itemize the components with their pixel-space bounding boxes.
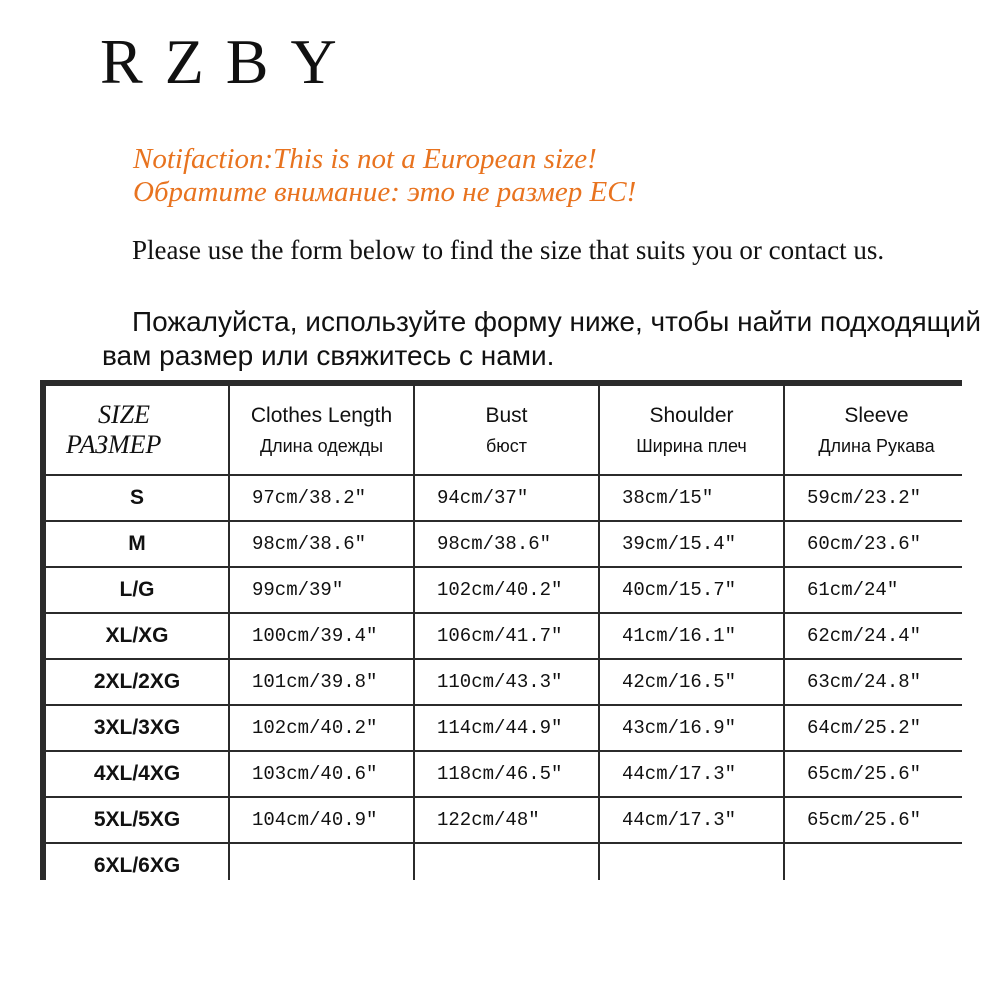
size-header-english: SIZE <box>98 400 150 429</box>
measurement-cell: 43cm/16.9" <box>600 706 783 750</box>
measurement-cell: 103cm/40.6" <box>230 752 413 796</box>
measurement-cell <box>600 844 783 888</box>
size-label-cell: 3XL/3XG <box>46 706 228 750</box>
measurement-cell: 42cm/16.5" <box>600 660 783 704</box>
size-label-cell: L/G <box>46 568 228 612</box>
measurement-cell: 39cm/15.4" <box>600 522 783 566</box>
size-label-cell: 6XL/6XG <box>46 844 228 888</box>
size-header-russian: РАЗМЕР <box>66 430 162 459</box>
brand-logo: RZBY <box>100 26 359 97</box>
instructions-english: Please use the form below to find the size that suits you or contact us. <box>132 235 885 265</box>
measurement-cell: 40cm/15.7" <box>600 568 783 612</box>
header-label-english: Shoulder <box>649 403 734 427</box>
measurement-cell: 106cm/41.7" <box>415 614 598 658</box>
measurement-cell: 97cm/38.2" <box>230 476 413 520</box>
header-label-english: Clothes Length <box>250 403 393 427</box>
measurement-cell: 102cm/40.2" <box>415 568 598 612</box>
measurement-cell: 101cm/39.8" <box>230 660 413 704</box>
header-label-russian: Длина Рукава <box>818 435 935 456</box>
measurement-cell: 38cm/15" <box>600 476 783 520</box>
header-label-english: Bust <box>485 403 528 427</box>
size-label-cell: 4XL/4XG <box>46 752 228 796</box>
header-label-russian: Длина одежды <box>259 435 384 456</box>
size-column-header <box>46 386 228 474</box>
measurement-cell: 41cm/16.1" <box>600 614 783 658</box>
size-chart-table <box>40 380 962 880</box>
size-label-cell: XL/XG <box>46 614 228 658</box>
measurement-cell: 122cm/48" <box>415 798 598 842</box>
measurement-cell <box>230 844 413 888</box>
measurement-cell: 110cm/43.3" <box>415 660 598 704</box>
measurement-cell <box>785 844 968 888</box>
measurement-cell: 60cm/23.6" <box>785 522 968 566</box>
measurement-cell: 62cm/24.4" <box>785 614 968 658</box>
measurement-cell: 44cm/17.3" <box>600 752 783 796</box>
measurement-cell: 94cm/37" <box>415 476 598 520</box>
measurement-cell: 104cm/40.9" <box>230 798 413 842</box>
measurement-cell: 99cm/39" <box>230 568 413 612</box>
header-shoulder <box>600 386 783 474</box>
measurement-cell: 59cm/23.2" <box>785 476 968 520</box>
size-label-cell: S <box>46 476 228 520</box>
size-label-cell: M <box>46 522 228 566</box>
measurement-cell: 100cm/39.4" <box>230 614 413 658</box>
measurement-cell: 98cm/38.6" <box>230 522 413 566</box>
header-label-english: Sleeve <box>844 403 909 427</box>
header-sleeve <box>785 386 968 474</box>
header-clothes-length <box>230 386 413 474</box>
header-label-russian: бюст <box>485 435 528 456</box>
instructions-russian: Пожалуйста, используйте форму ниже, чтобы найти подходящий вам размер или свяжитесь с нами. <box>102 306 981 371</box>
measurement-cell: 118cm/46.5" <box>415 752 598 796</box>
size-notice <box>133 143 636 209</box>
header-bust <box>415 386 598 474</box>
header-label-russian: Ширина плеч <box>636 435 747 456</box>
measurement-cell: 61cm/24" <box>785 568 968 612</box>
measurement-cell <box>415 844 598 888</box>
measurement-cell: 65cm/25.6" <box>785 798 968 842</box>
measurement-cell: 44cm/17.3" <box>600 798 783 842</box>
size-label-cell: 2XL/2XG <box>46 660 228 704</box>
measurement-cell: 65cm/25.6" <box>785 752 968 796</box>
notice-english: Notifaction:This is not a European size! <box>133 143 597 175</box>
notice-russian: Обратите внимание: это не размер ЕС! <box>133 176 637 208</box>
measurement-cell: 98cm/38.6" <box>415 522 598 566</box>
measurement-cell: 63cm/24.8" <box>785 660 968 704</box>
size-label-cell: 5XL/5XG <box>46 798 228 842</box>
measurement-cell: 114cm/44.9" <box>415 706 598 750</box>
measurement-cell: 102cm/40.2" <box>230 706 413 750</box>
measurement-cell: 64cm/25.2" <box>785 706 968 750</box>
